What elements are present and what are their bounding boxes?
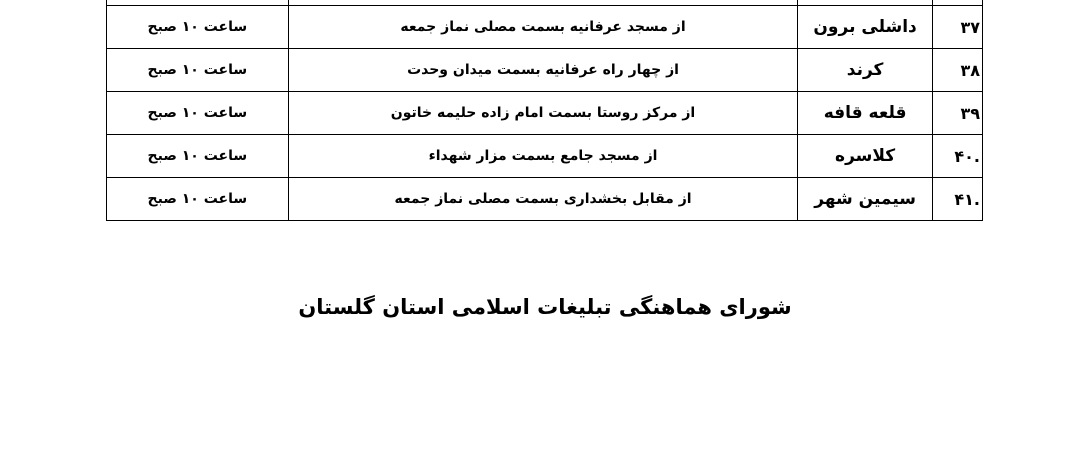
march-route: از چهار راه عرفانیه بسمت میدان وحدت — [288, 49, 798, 92]
village-name: قلعه قافه — [798, 92, 932, 135]
village-name: داشلی برون — [798, 6, 932, 49]
footer-title: شورای هماهنگی تبلیغات اسلامی استان گلستان — [298, 295, 792, 319]
village-name: کلاسره — [798, 135, 932, 178]
table-row — [107, 6, 983, 49]
march-time: ساعت ۱۰ صبح — [107, 178, 289, 221]
row-number: .۴۰ — [932, 135, 982, 178]
village-name: سیمین شهر — [798, 178, 932, 221]
march-route: از مرکز روستا بسمت امام زاده حلیمه خاتون — [288, 92, 798, 135]
march-time: ساعت ۱۰ صبح — [107, 92, 289, 135]
march-time: ساعت ۱۰ صبح — [107, 6, 289, 49]
march-route: از مقابل بخشداری بسمت مصلی نماز جمعه — [288, 178, 798, 221]
march-route: از مسجد عرفانیه بسمت مصلی نماز جمعه — [288, 6, 798, 49]
row-number: ۳۷ — [932, 6, 982, 49]
table-row — [107, 49, 983, 92]
march-time: ساعت ۱۰ صبح — [107, 49, 289, 92]
march-time: ساعت ۱۰ صبح — [107, 135, 289, 178]
village-name: کرند — [798, 49, 932, 92]
table-row — [107, 135, 983, 178]
table-row — [107, 178, 983, 221]
table-row — [107, 92, 983, 135]
march-route: از مسجد جامع بسمت مزار شهداء — [288, 135, 798, 178]
schedule-table — [106, 0, 983, 221]
row-number: .۴۱ — [932, 178, 982, 221]
row-number: ۳۸ — [932, 49, 982, 92]
row-number: ۳۹ — [932, 92, 982, 135]
